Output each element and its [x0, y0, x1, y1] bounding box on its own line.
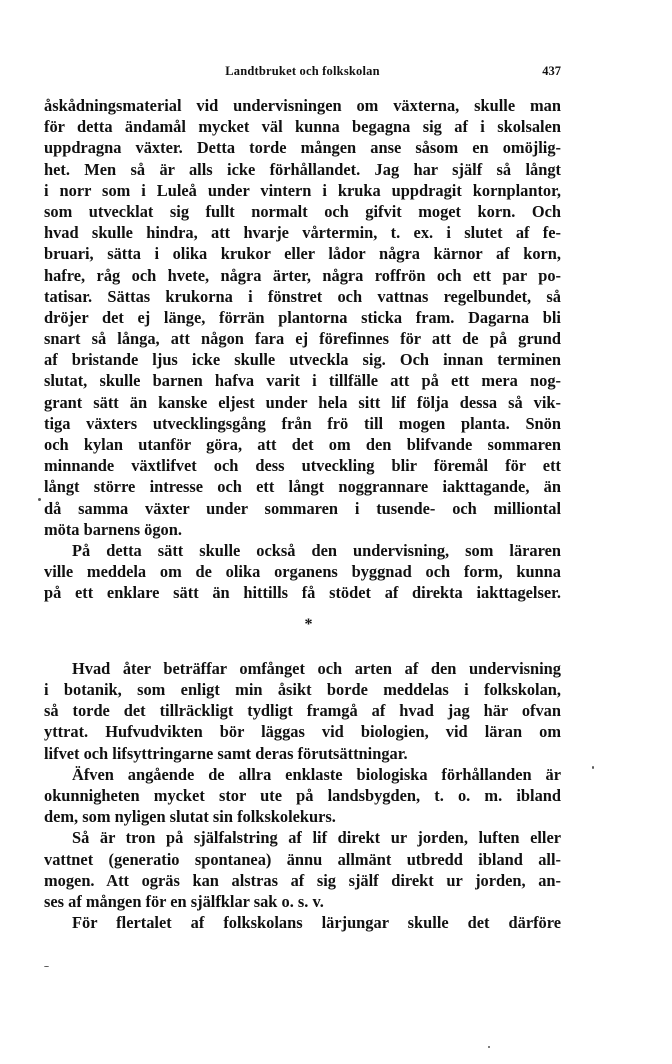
text-line: Så är tron på själfalstring af lif direkt ur jorden, luften eller	[72, 828, 561, 848]
section-separator: *	[304, 615, 313, 633]
text-line: hvad skulle hindra, att hvarje vårtermin, t. ex. i slutet af fe-	[44, 223, 561, 243]
paragraph	[44, 827, 561, 912]
text-line: på ett enklare sätt än hittills få stödet af direkta iakttagelser.	[44, 583, 561, 603]
text-line: af bristande ljus icke skulle utveckla sig. Och innan terminen	[44, 350, 561, 370]
section-gap	[44, 646, 561, 658]
text-line: så torde det tillräckligt tydligt framgå af hvad jag här ofvan	[44, 701, 561, 721]
text-line: möta barnens ögon.	[44, 519, 182, 539]
text-line: På detta sätt skulle också den undervisning, som läraren	[72, 540, 561, 560]
text-line: och kylan utanför göra, att det om den blifvande sommaren	[44, 435, 561, 454]
text-line: dem, som nyligen slutat sin folkskolekurs.	[44, 807, 336, 827]
paragraph	[44, 912, 561, 933]
text-line: yttrat. Hufvudvikten bör läggas vid biologien, vid läran om	[44, 722, 561, 742]
text-line: Äfven angående de allra enklaste biologiska förhållanden är	[72, 764, 561, 784]
text-line: mogen. Att ogräs kan alstras af sig själf direkt ur jorden, an-	[44, 870, 561, 890]
text-line: dröjer det ej länge, förrän plantorna sticka fram. Dagarna bli	[44, 307, 561, 327]
text-line: i botanik, som enligt min åsikt borde meddelas i folkskolan,	[44, 680, 561, 700]
text-line: het. Men så är alls icke förhållandet. Jag har själf så långt	[44, 159, 561, 179]
text-line: grant sätt än kanske eljest under hela sitt lif följa dessa så vik-	[44, 392, 561, 412]
text-line: som utvecklat sig fullt normalt och gifvit moget korn. Och	[44, 201, 561, 221]
text-line: lifvet och lifsyttringarne samt deras förutsättningar.	[44, 743, 408, 763]
text-line: ville meddela om de olika organens byggnad och form, kunna	[44, 562, 561, 582]
running-title: Landtbruket och folkskolan	[225, 64, 380, 78]
text-line: slutat, skulle barnen hafva varit i tillfälle att på ett mera nog-	[44, 371, 561, 391]
paragraph	[44, 95, 561, 540]
text-line: uppdragna växter. Detta torde mången anse såsom en omöjlig-	[44, 138, 561, 158]
text-line: tatisar. Sättas krukorna i fönstret och vattnas regelbundet, så	[44, 286, 561, 306]
scan-speck	[44, 966, 49, 967]
text-line: Hvad åter beträffar omfånget och arten af den undervisning	[72, 658, 561, 678]
text-line: bruari, sätta i olika krukor eller lådor några kärnor af korn,	[44, 244, 561, 264]
text-line: för detta ändamål mycket väl kunna begagna sig af i skolsalen	[44, 117, 561, 137]
text-line: då samma växter under sommaren i tusende- och milliontal	[44, 498, 561, 518]
text-line: minnande växtlifvet och dess utveckling blir föremål för ett	[44, 456, 561, 476]
text-line: snart så långa, att någon fara ej förefinnes för att de på grund	[44, 329, 561, 349]
scan-speck	[592, 766, 594, 769]
text-line: vattnet (generatio spontanea) ännu allmänt utbredd ibland all-	[44, 849, 561, 869]
text-line: okunnigheten mycket stor ute på landsbygden, t. o. m. ibland	[44, 786, 561, 806]
page-number: 437	[542, 64, 561, 78]
text-line: åskådningsmaterial vid undervisningen om växterna, skulle man	[44, 96, 561, 115]
text-line: i norr som i Luleå under vintern i kruka uppdragit kornplantor,	[44, 180, 561, 200]
scan-speck	[38, 498, 41, 501]
scan-speck	[488, 1046, 490, 1048]
text-line: För flertalet af folkskolans lärjungar skulle det därföre	[72, 913, 561, 933]
running-head	[44, 64, 561, 84]
text-line: hafre, råg och hvete, några ärter, några roffrön och ett par po-	[44, 265, 561, 285]
text-line: ses af mången för en själfklar sak o. s. v.	[44, 891, 324, 911]
paragraph	[44, 540, 561, 604]
paragraph	[44, 658, 561, 764]
text-line: tiga växters utvecklingsgång från frö till mogen planta. Snön	[44, 413, 561, 433]
paragraph	[44, 764, 561, 828]
body-text	[44, 95, 561, 933]
text-line: långt större intresse och ett långt noggrannare iakttagande, än	[44, 477, 561, 497]
